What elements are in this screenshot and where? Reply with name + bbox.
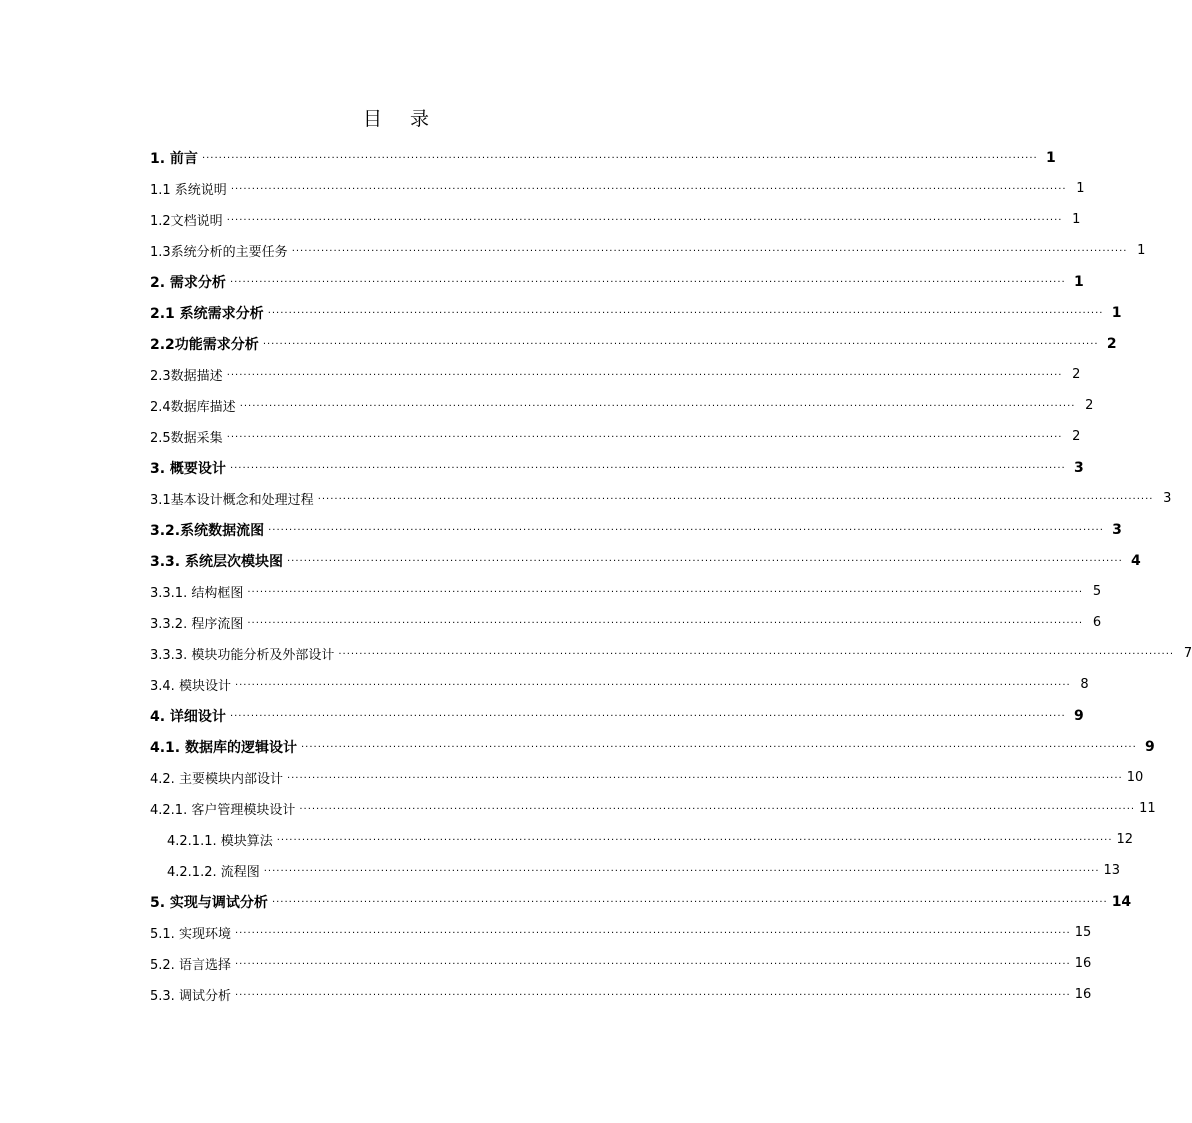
toc-entry[interactable] [150,638,1192,669]
toc-entry[interactable] [150,390,1094,421]
toc-entry-label: 5.1. 实现环境 [150,927,231,942]
toc-entry-label: 1. 前言 [150,150,198,167]
toc-entry-page: 14 [1111,893,1132,910]
toc-entry-label: 3.3. 系统层次模块图 [150,553,283,570]
toc-entry[interactable] [150,917,1092,948]
toc-entry[interactable] [150,545,1141,576]
toc-leader-dots: ········································································································································································································ [201,152,1038,164]
toc-entry-label: 3.3.3. 模块功能分析及外部设计 [150,648,335,663]
toc-entry-page: 5 [1092,584,1102,599]
toc-entry-label: 1.1 系统说明 [150,183,227,198]
toc-entry-page: 1 [1073,273,1084,290]
toc-entry-page: 2 [1072,367,1081,382]
toc-entry[interactable] [150,297,1122,328]
toc-entry-label: 2.3数据描述 [150,369,223,384]
toc-entry-label: 5.2. 语言选择 [150,958,231,973]
toc-entry[interactable] [150,359,1081,390]
toc-entry-label: 4.2.1.1. 模块算法 [167,834,273,849]
toc-entry-label: 3.3.2. 程序流图 [150,617,244,632]
toc-entry[interactable] [150,142,1056,173]
toc-entry-page: 1 [1137,243,1146,258]
toc-entry-label: 1.3系统分析的主要任务 [150,245,288,260]
toc-leader-dots: ········································································································································································································ [234,927,1071,939]
toc-entry-page: 1 [1072,212,1081,227]
toc-leader-dots: ········································································································································································································ [247,617,1084,629]
toc-entry-label: 4.2.1. 客户管理模块设计 [150,803,296,818]
toc-leader-dots: ········································································································································································································ [301,741,1137,753]
toc-entry-page: 2 [1085,398,1094,413]
toc-entry-page: 10 [1126,770,1144,785]
toc-leader-dots: ········································································································································································································ [226,214,1063,226]
toc-leader-dots: ········································································································································································································ [276,834,1113,846]
toc-entry[interactable] [150,576,1102,607]
toc-entry[interactable] [150,204,1081,235]
toc-entry-label: 4.2. 主要模块内部设计 [150,772,283,787]
toc-entry-label: 4. 详细设计 [150,708,226,725]
toc-entry-label: 5.3. 调试分析 [150,989,231,1004]
toc-entry-page: 3 [1163,491,1172,506]
toc-entry[interactable] [150,452,1084,483]
toc-entry[interactable] [150,979,1092,1010]
toc-entry[interactable] [150,514,1122,545]
toc-entry[interactable] [150,235,1146,266]
toc-entry-label: 2.5数据采集 [150,431,223,446]
toc-leader-dots: ········································································································································································································ [262,338,1099,350]
toc-entry-page: 1 [1111,304,1122,321]
toc-entry-label: 2. 需求分析 [150,274,226,291]
toc-entry-page: 8 [1080,677,1089,692]
toc-entry-label: 2.2功能需求分析 [150,336,259,353]
title-char-left: 目 [362,108,384,130]
toc-entry-label: 4.1. 数据库的逻辑设计 [150,739,297,756]
toc-entry-label: 1.2文档说明 [150,214,223,229]
toc-entry-label: 2.1 系统需求分析 [150,305,264,322]
toc-entry-page: 7 [1183,646,1192,661]
toc-leader-dots: ········································································································································································································ [226,369,1063,381]
toc-entry[interactable] [150,731,1155,762]
toc-entry-label: 3. 概要设计 [150,460,226,477]
toc-entry-page: 11 [1139,801,1156,816]
toc-leader-dots: ········································································································································································································ [229,710,1066,722]
toc-entry[interactable] [150,855,1121,886]
toc-leader-dots: ········································································································································································································ [229,276,1066,288]
toc-entry-page: 16 [1074,987,1092,1002]
toc-entry[interactable] [150,669,1089,700]
toc-leader-dots: ········································································································································································································ [267,307,1104,319]
toc-entry[interactable] [150,607,1102,638]
toc-leader-dots: ········································································································································································································ [229,462,1066,474]
toc-entry[interactable] [150,886,1132,917]
toc-leader-dots: ········································································································································································································ [230,183,1067,195]
title-char-right: 录 [410,108,432,130]
toc-entry-page: 13 [1103,863,1121,878]
toc-entry-label: 3.3.1. 结构框图 [150,586,244,601]
toc-entry-page: 9 [1145,738,1155,755]
toc-entry-label: 5. 实现与调试分析 [150,894,268,911]
toc-leader-dots: ········································································································································································································ [299,803,1136,815]
toc-entry-label: 3.1基本设计概念和处理过程 [150,493,314,508]
toc-leader-dots: ········································································································································································································ [287,555,1123,567]
toc-entry-label: 3.2.系统数据流图 [150,522,265,539]
toc-entry-page: 4 [1131,552,1141,569]
toc-entry-page: 12 [1116,832,1134,847]
toc-leader-dots: ········································································································································································································ [291,245,1128,257]
toc-entry-page: 6 [1092,615,1102,630]
toc-leader-dots: ········································································································································································································ [286,772,1123,784]
table-of-contents [150,142,1192,1010]
toc-entry[interactable] [150,824,1134,855]
toc-leader-dots: ········································································································································································································ [234,679,1071,691]
toc-entry-page: 9 [1073,707,1084,724]
toc-leader-dots: ········································································································································································································ [338,648,1175,660]
toc-entry[interactable] [150,700,1084,731]
toc-leader-dots: ········································································································································································································ [247,586,1084,598]
toc-entry[interactable] [150,421,1081,452]
page-title [0,104,794,131]
toc-entry-page: 3 [1112,521,1122,538]
toc-leader-dots: ········································································································································································································ [263,865,1100,877]
toc-entry-label: 4.2.1.2. 流程图 [167,865,260,880]
toc-entry-page: 2 [1106,335,1117,352]
toc-leader-dots: ········································································································································································································ [239,400,1076,412]
toc-entry-page: 1 [1076,181,1085,196]
toc-entry-page: 15 [1074,925,1092,940]
toc-leader-dots: ········································································································································································································ [268,524,1104,536]
toc-entry-page: 16 [1074,956,1092,971]
toc-entry[interactable] [150,483,1172,514]
toc-entry-page: 1 [1045,149,1056,166]
toc-leader-dots: ········································································································································································································ [317,493,1154,505]
toc-entry[interactable] [150,173,1085,204]
toc-entry-page: 3 [1073,459,1084,476]
toc-entry[interactable] [150,948,1092,979]
toc-entry-label: 2.4数据库描述 [150,400,236,415]
toc-leader-dots: ········································································································································································································ [234,958,1071,970]
toc-entry-page: 2 [1072,429,1081,444]
toc-entry[interactable] [150,793,1156,824]
toc-leader-dots: ········································································································································································································ [271,896,1108,908]
toc-entry[interactable] [150,266,1084,297]
toc-leader-dots: ········································································································································································································ [226,431,1063,443]
toc-entry[interactable] [150,762,1144,793]
toc-entry-label: 3.4. 模块设计 [150,679,231,694]
toc-leader-dots: ········································································································································································································ [234,989,1071,1001]
toc-entry[interactable] [150,328,1117,359]
